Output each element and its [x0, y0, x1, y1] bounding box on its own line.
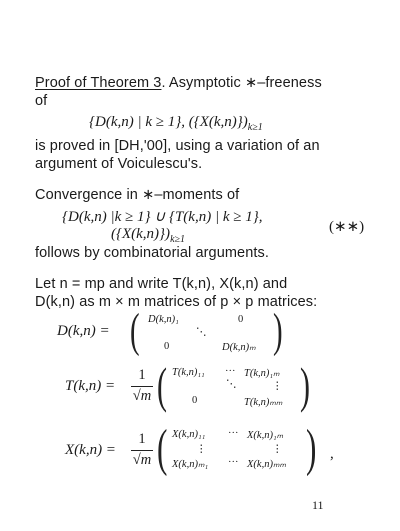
- matrix-t-right-paren: ): [300, 357, 310, 413]
- equation-moments-line2-body: ({X(k,n)}): [111, 226, 171, 242]
- equation-moments-line1: {D(k,n) |k ≥ 1} ∪ {T(k,n) | k ≥ 1},: [62, 209, 263, 225]
- proof-label: Proof of Theorem 3: [35, 75, 162, 91]
- heading-of: of: [35, 93, 48, 109]
- matrix-t-e11: T(k,n)₁₁: [172, 367, 205, 378]
- matrix-d-e21: 0: [164, 341, 170, 352]
- matrix-x-e22: X(k,n)ₘₘ: [247, 459, 287, 470]
- matrix-d-dots: ⋱: [196, 327, 207, 338]
- matrix-d-e11: D(k,n)₁: [148, 314, 179, 325]
- matrix-x-left-paren: (: [157, 420, 168, 477]
- matrix-t-frac-den: √m: [132, 388, 152, 404]
- matrix-x-e12: X(k,n)₁ₘ: [247, 430, 284, 441]
- matrix-d-e22: D(k,n)ₘ: [222, 342, 256, 353]
- para1-line1: is proved in [DH,'00], using a variation of an: [35, 138, 320, 154]
- matrix-t-vdots: ⋮: [272, 381, 283, 392]
- matrix-d-right-paren: ): [273, 304, 283, 357]
- matrix-x-vd2: ⋮: [272, 444, 283, 455]
- matrix-x-lhs: X(k,n) =: [65, 442, 116, 458]
- equation-moments-line2: [111, 226, 185, 245]
- matrix-x-hdots2: ···: [228, 457, 239, 468]
- para2-line1: Convergence in ∗–moments of: [35, 187, 240, 203]
- matrix-d-e12: 0: [238, 314, 244, 325]
- matrix-x-trailing-comma: ,: [330, 446, 334, 462]
- heading-rest: . Asymptotic ∗–freeness: [161, 75, 322, 91]
- matrix-x-e11: X(k,n)₁₁: [172, 429, 206, 440]
- matrix-t-ddots: ⋱: [226, 379, 237, 390]
- equation-freeness-sub: k≥1: [247, 122, 263, 133]
- matrix-x-frac-den: √m: [132, 452, 152, 468]
- page-number: 11: [312, 498, 324, 512]
- para2-line2: follows by combinatorial arguments.: [35, 245, 269, 261]
- matrix-d-left-paren: (: [130, 304, 140, 357]
- matrix-t-e21: 0: [192, 395, 198, 406]
- matrix-t-e22: T(k,n)ₘₘ: [244, 397, 283, 408]
- matrix-x-vd1: ⋮: [196, 444, 207, 455]
- matrix-t-frac-bar: [131, 386, 153, 387]
- para3-line2: D(k,n) as m × m matrices of p × p matrices:: [35, 294, 318, 310]
- matrix-x-frac-num: 1: [138, 431, 146, 447]
- matrix-x-right-paren: ): [306, 420, 317, 477]
- matrix-t-hdots: ···: [225, 366, 236, 377]
- matrix-t-frac-num: 1: [138, 367, 146, 383]
- equation-moments-line2-sub: k≥1: [170, 234, 185, 245]
- matrix-x-e21: X(k,n)ₘ₁: [172, 459, 209, 470]
- matrix-t-e12: T(k,n)₁ₘ: [244, 368, 280, 379]
- matrix-x-hdots1: ···: [228, 428, 239, 439]
- heading-line: [35, 74, 322, 92]
- equation-freeness: [89, 114, 263, 133]
- equation-tag: (∗∗): [329, 219, 365, 235]
- matrix-t-lhs: T(k,n) =: [65, 378, 116, 394]
- para3-line1: Let n = mp and write T(k,n), X(k,n) and: [35, 276, 288, 292]
- matrix-d-lhs: D(k,n) =: [57, 323, 110, 339]
- matrix-t-left-paren: (: [157, 357, 167, 413]
- matrix-x-frac-bar: [131, 450, 153, 451]
- equation-freeness-body: {D(k,n) | k ≥ 1}, ({X(k,n)}): [89, 114, 248, 130]
- para1-line2: argument of Voiculescu's.: [35, 156, 203, 172]
